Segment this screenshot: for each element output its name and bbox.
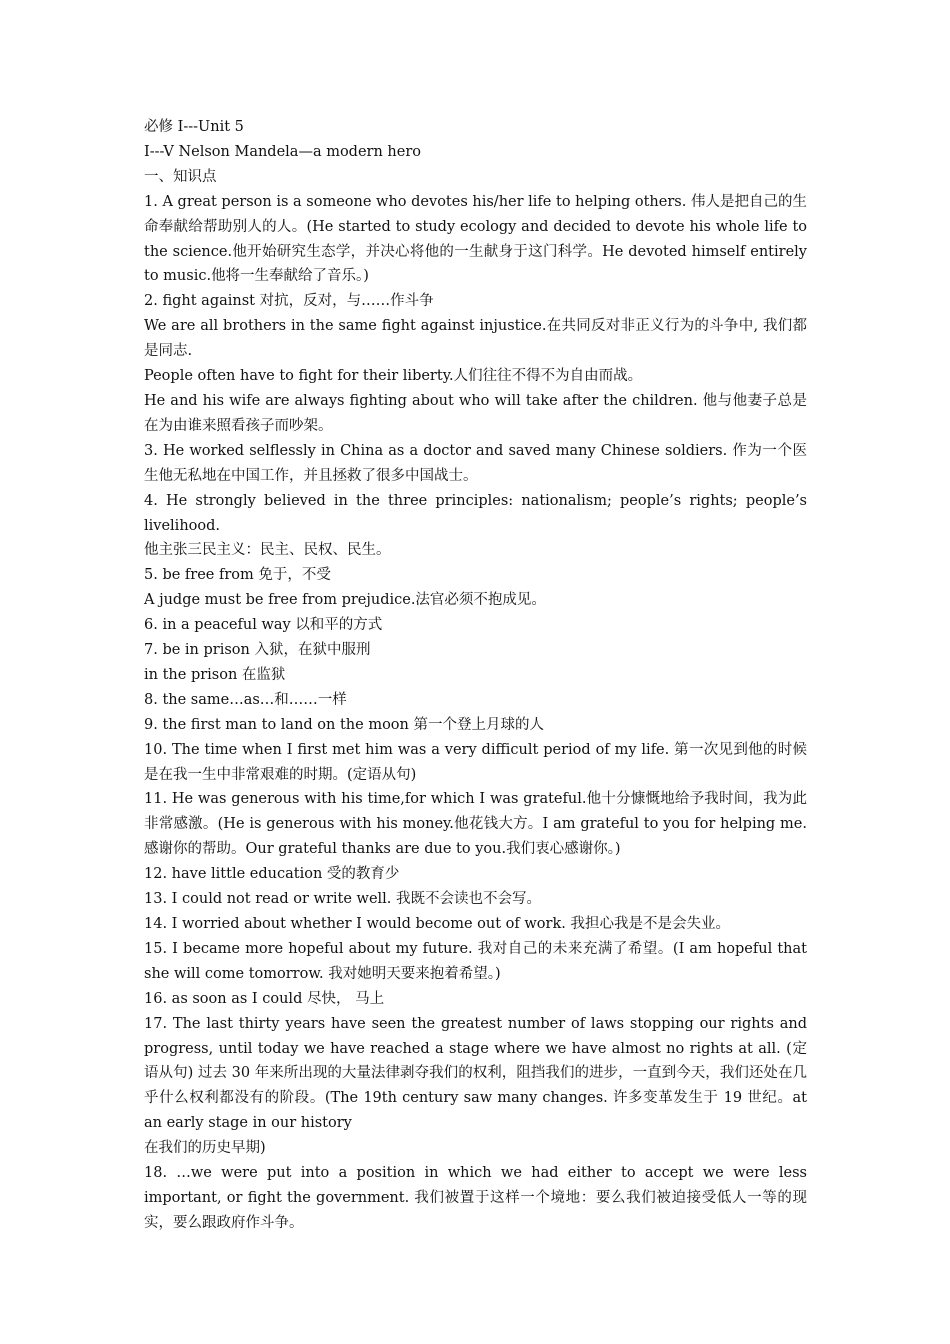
text-line: 10. The time when I first met him was a very difficult period of my life. 第一次见到他的时候是在我一生中非常艰难的时期。(定语从句)	[144, 741, 807, 783]
text-line: 1. A great person is a someone who devotes his/her life to helping others. 伟人是把自己的生命奉献给帮助别人的人。(He started to study ecology and decided to devote his whole life to the science.他开始研究生态学，并决心将他的一生献身于这门科学。He devoted himself entirely to music.他将一生奉献给了音乐。)	[144, 193, 807, 285]
text-line: 7. be in prison 入狱，在狱中服刑	[144, 642, 371, 659]
text-line: A judge must be free from prejudice.法官必须不抱成见。	[144, 592, 546, 609]
text-line: 15. I became more hopeful about my future. 我对自己的未来充满了希望。(I am hopeful that she will come tomorrow. 我对她明天要来抱着希望。)	[144, 940, 807, 982]
text-line: 9. the first man to land on the moon 第一个登上月球的人	[144, 716, 544, 733]
text-line: People often have to fight for their liberty.人们往往不得不为自由而战。	[144, 368, 643, 385]
text-line: 12. have little education 受的教育少	[144, 866, 400, 883]
text-line: 6. in a peaceful way 以和平的方式	[144, 617, 383, 634]
text-line: 8. the same…as…和……一样	[144, 691, 347, 708]
text-line: 16. as soon as I could 尽快， 马上	[144, 990, 385, 1007]
text-line: 17. The last thirty years have seen the greatest number of laws stopping our rights and progress, until today we have reached a stage where we have almost no rights at all. (定语从句) 过去 30 年来所出现的大量法律剥夺我们的权利，阻挡我们的进步，一直到今天，我们还处在几乎什么权利都没有的阶段。(The 19th century saw many changes. 许多变革发生于 19 世纪。at an early stage in our history	[144, 1015, 807, 1132]
unit-header: 必修 I---Unit 5	[144, 119, 244, 135]
text-line: 13. I could not read or write well. 我既不会读也不会写。	[144, 891, 542, 908]
text-line: 18. …we were put into a position in which we had either to accept we were less important, or fight the government. 我们被置于这样一个境地：要么我们被迫接受低人一等的现实，要么跟政府作斗争。	[144, 1165, 807, 1231]
text-line: in the prison 在监狱	[144, 666, 286, 683]
text-line: 他主张三民主义：民主、民权、民生。	[144, 542, 391, 559]
text-line: 在我们的历史早期)	[144, 1140, 266, 1157]
text-line: We are all brothers in the same fight against injustice.在共同反对非正义行为的斗争中, 我们都是同志.	[144, 318, 807, 360]
section-heading: 一、知识点	[144, 168, 217, 185]
text-line: 3. He worked selflessly in China as a doctor and saved many Chinese soldiers. 作为一个医生他无私地在中国工作，并且拯救了很多中国战士。	[144, 442, 807, 484]
document-page	[144, 115, 807, 1236]
text-line: 5. be free from 免于，不受	[144, 567, 331, 584]
text-line: 11. He was generous with his time,for which I was grateful.他十分慷慨地给予我时间，我为此非常感激。(He is generous with his money.他花钱大方。I am grateful to you for helping me.感谢你的帮助。Our grateful thanks are due to you.我们衷心感谢你。)	[144, 791, 807, 858]
knowledge-points	[144, 190, 807, 1236]
text-line: 4. He strongly believed in the three principles: nationalism; people’s rights; people’s livelihood.	[144, 492, 807, 534]
text-line: He and his wife are always fighting about who will take after the children. 他与他妻子总是在为由谁来照看孩子而吵架。	[144, 392, 807, 434]
text-line: 2. fight against 对抗，反对，与……作斗争	[144, 293, 434, 310]
text-line: 14. I worried about whether I would become out of work. 我担心我是不是会失业。	[144, 916, 730, 932]
lesson-title: I---V Nelson Mandela—a modern hero	[144, 143, 422, 160]
